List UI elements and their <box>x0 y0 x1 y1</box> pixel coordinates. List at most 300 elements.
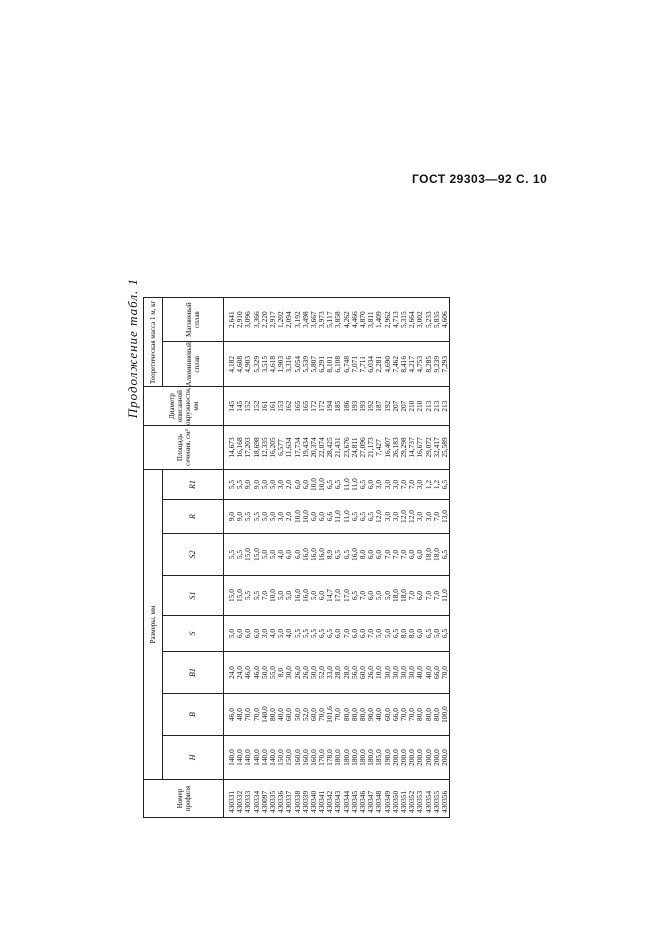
cell-b-6: 80,0 <box>267 708 277 721</box>
cell-area-14: 21,431 <box>333 437 343 458</box>
cell-profile-6: 430335 <box>267 790 277 813</box>
cell-r-26: 7,0 <box>431 511 441 522</box>
cell-diameter-2: 145 <box>235 400 245 412</box>
cell-s-23: 8,0 <box>407 628 417 639</box>
cell-r1-26: 1,2 <box>431 479 441 490</box>
cell-diameter-16: 193 <box>349 400 359 412</box>
cell-s1-4: 5,5 <box>251 590 261 601</box>
header-profile-number: Номер профиля <box>144 780 224 818</box>
cell-b-16: 80,0 <box>349 708 359 721</box>
cell-b1-14: 28,0 <box>333 666 343 679</box>
cell-b1-24: 40,0 <box>415 666 425 679</box>
cell-diameter-7: 153 <box>276 400 286 412</box>
cell-aluminium-20: 4,690 <box>382 355 392 373</box>
table-caption: Продолжение табл. 1 <box>125 278 140 419</box>
cell-s1-19: 5,0 <box>374 590 384 601</box>
cell-s2-5: 5,0 <box>259 549 269 560</box>
cell-b-5: 140,0 <box>259 706 269 723</box>
cell-b-24: 80,0 <box>415 708 425 721</box>
cell-r1-20: 3,0 <box>382 479 392 490</box>
cell-h-11: 160,0 <box>308 749 318 766</box>
cell-profile-20: 430349 <box>382 790 392 813</box>
cell-s-2: 6,0 <box>235 628 245 639</box>
cell-b1-8: 30,0 <box>284 666 294 679</box>
cell-area-20: 16,407 <box>382 437 392 458</box>
cell-profile-22: 430351 <box>398 790 408 813</box>
column-r <box>228 500 449 533</box>
cell-magnesium-24: 3,002 <box>415 311 425 328</box>
cell-r-9: 10,0 <box>292 510 302 523</box>
cell-diameter-27: 213 <box>439 400 449 412</box>
header-row-1 <box>144 298 163 818</box>
cell-r-23: 12,0 <box>407 510 417 523</box>
cell-area-21: 26,183 <box>390 437 400 458</box>
column-b <box>228 694 449 735</box>
cell-s1-18: 6,0 <box>366 590 376 601</box>
cell-profile-16: 430345 <box>349 790 359 813</box>
cell-profile-9: 430338 <box>292 790 302 813</box>
cell-r1-4: 9,0 <box>251 479 261 490</box>
cell-magnesium-17: 4,870 <box>358 311 367 328</box>
cell-b1-20: 30,0 <box>382 666 392 679</box>
column-magnesium <box>228 298 449 341</box>
cell-aluminium-16: 7,071 <box>349 355 359 373</box>
cell-aluminium-13: 8,101 <box>325 355 335 373</box>
cell-s-7: 5,0 <box>276 628 286 639</box>
header-b1: B1 <box>163 652 224 694</box>
cell-aluminium-4: 5,329 <box>251 355 261 373</box>
cell-b1-9: 26,0 <box>292 666 302 679</box>
cell-magnesium-5: 2,220 <box>259 311 269 328</box>
cell-h-12: 170,0 <box>317 749 327 766</box>
header-s1: S1 <box>163 576 224 616</box>
cell-aluminium-21: 7,462 <box>390 355 400 373</box>
cell-diameter-5: 161 <box>259 400 269 412</box>
cell-profile-13: 430342 <box>325 790 335 813</box>
column-diameter <box>228 387 449 425</box>
header-r1: R1 <box>163 470 224 500</box>
cell-magnesium-25: 5,233 <box>423 311 433 328</box>
cell-r-10: 10,0 <box>300 510 310 523</box>
cell-r-22: 12,0 <box>398 510 408 523</box>
cell-s2-10: 16,0 <box>300 548 310 561</box>
page-header: ГОСТ 29303—92 С. 10 <box>412 172 548 186</box>
column-s1 <box>228 576 449 615</box>
cell-r1-7: 3,0 <box>276 479 286 490</box>
cell-magnesium-15: 4,262 <box>341 311 351 328</box>
cell-s-11: 5,5 <box>308 628 318 639</box>
column-profile <box>228 780 449 817</box>
cell-aluminium-18: 6,034 <box>366 355 376 373</box>
cell-r-5: 5,0 <box>259 511 269 522</box>
cell-b1-17: 60,0 <box>358 666 367 679</box>
cell-s-1: 5,0 <box>227 628 236 639</box>
cell-magnesium-16: 4,466 <box>349 311 359 328</box>
cell-r-6: 5,0 <box>267 511 277 522</box>
cell-r-13: 6,6 <box>325 511 335 522</box>
cell-s2-2: 5,5 <box>235 549 245 560</box>
cell-h-17: 180,0 <box>358 749 367 766</box>
cell-b1-4: 46,0 <box>251 666 261 679</box>
cell-h-3: 140,0 <box>243 749 253 766</box>
cell-s2-26: 18,0 <box>431 548 441 561</box>
cell-s-19: 5,0 <box>374 628 384 639</box>
cell-s2-9: 6,0 <box>292 549 302 560</box>
cell-b1-2: 24,0 <box>235 666 245 679</box>
cell-diameter-6: 161 <box>267 400 277 412</box>
cell-s2-8: 6,0 <box>284 549 294 560</box>
cell-area-18: 21,173 <box>366 437 376 458</box>
header-diameter: Диаметр описанной окружности, мм <box>144 387 224 426</box>
cell-profile-14: 430343 <box>333 790 343 813</box>
cell-b-7: 40,0 <box>276 708 286 721</box>
cell-h-20: 190,0 <box>382 749 392 766</box>
column-s <box>228 616 449 651</box>
cell-aluminium-3: 4,903 <box>243 355 253 373</box>
cell-area-27: 25,589 <box>439 437 449 458</box>
cell-b-4: 70,0 <box>251 708 261 721</box>
cell-s-10: 5,5 <box>300 628 310 639</box>
cell-area-24: 16,677 <box>415 437 425 458</box>
cell-b-12: 70,0 <box>317 708 327 721</box>
cell-h-22: 200,0 <box>398 749 408 766</box>
cell-s-4: 6,0 <box>251 628 261 639</box>
cell-h-18: 180,0 <box>366 749 376 766</box>
cell-r-24: 3,0 <box>415 511 425 522</box>
cell-r1-2: 5,5 <box>235 479 245 490</box>
column-aluminium <box>228 342 449 386</box>
cell-r-17: 6,5 <box>358 511 367 522</box>
cell-s-3: 6,0 <box>243 628 253 639</box>
cell-s1-8: 5,0 <box>284 590 294 601</box>
cell-s1-20: 5,0 <box>382 590 392 601</box>
cell-r1-22: 7,0 <box>398 479 408 490</box>
cell-diameter-14: 185 <box>333 400 343 412</box>
cell-s-26: 5,0 <box>431 628 441 639</box>
cell-b-10: 52,0 <box>300 708 310 721</box>
cell-s-18: 7,0 <box>366 628 376 639</box>
cell-aluminium-10: 5,539 <box>300 355 310 373</box>
cell-s1-26: 7,0 <box>431 590 441 601</box>
cell-profile-8: 430337 <box>284 790 294 813</box>
cell-b1-5: 50,0 <box>259 666 269 679</box>
cell-area-17: 27,096 <box>358 437 367 458</box>
cell-aluminium-26: 9,239 <box>431 355 441 373</box>
cell-area-5: 12,335 <box>259 437 269 458</box>
cell-profile-4: 430334 <box>251 790 261 813</box>
cell-r1-10: 6,0 <box>300 479 310 490</box>
cell-r-2: 9,0 <box>235 511 245 522</box>
cell-magnesium-20: 2,962 <box>382 311 392 328</box>
cell-area-12: 22,074 <box>317 437 327 458</box>
cell-s2-23: 6,0 <box>407 549 417 560</box>
cell-r1-17: 6,5 <box>358 479 367 490</box>
cell-b1-27: 70,0 <box>439 666 449 679</box>
cell-area-19: 7,427 <box>374 439 384 456</box>
cell-h-27: 200,0 <box>439 749 449 766</box>
cell-magnesium-21: 4,713 <box>390 311 400 328</box>
cell-b1-16: 56,0 <box>349 666 359 679</box>
cell-b1-25: 40,0 <box>423 666 433 679</box>
cell-r-19: 12,0 <box>374 510 384 523</box>
cell-s1-10: 16,0 <box>300 589 310 602</box>
cell-area-1: 14,673 <box>227 437 236 458</box>
cell-diameter-21: 207 <box>390 400 400 412</box>
cell-aluminium-7: 1,903 <box>276 355 286 373</box>
cell-aluminium-5: 3,515 <box>259 355 269 373</box>
cell-s2-24: 6,0 <box>415 549 425 560</box>
cell-s2-17: 8,0 <box>358 549 367 560</box>
cell-r-7: 3,0 <box>276 511 286 522</box>
cell-profile-26: 430355 <box>431 790 441 813</box>
cell-h-26: 200,0 <box>431 749 441 766</box>
cell-s1-12: 6,0 <box>317 590 327 601</box>
cell-area-26: 32,417 <box>431 437 441 458</box>
cell-r1-8: 2,0 <box>284 479 294 490</box>
cell-b-15: 80,0 <box>341 708 351 721</box>
cell-s1-2: 15,0 <box>235 589 245 602</box>
cell-h-1: 140,0 <box>227 749 236 766</box>
cell-b1-22: 30,0 <box>398 666 408 679</box>
cell-area-11: 20,374 <box>308 437 318 458</box>
cell-profile-27: 430356 <box>439 790 449 813</box>
cell-aluminium-9: 5,054 <box>292 355 302 373</box>
cell-b-18: 90,0 <box>366 708 376 721</box>
cell-magnesium-18: 3,811 <box>366 311 376 328</box>
cell-b-26: 80,0 <box>431 708 441 721</box>
cell-s-13: 6,5 <box>325 628 335 639</box>
cell-diameter-15: 186 <box>341 400 351 412</box>
cell-s2-19: 6,0 <box>374 549 384 560</box>
cell-magnesium-1: 2,641 <box>227 311 236 328</box>
cell-r1-5: 5,0 <box>259 479 269 490</box>
cell-r1-24: 3,0 <box>415 479 425 490</box>
cell-s-24: 6,0 <box>415 628 425 639</box>
cell-b-23: 70,0 <box>407 708 417 721</box>
column-r1 <box>228 470 449 499</box>
cell-diameter-12: 172 <box>317 400 327 412</box>
cell-magnesium-13: 5,117 <box>325 311 335 328</box>
cell-area-7: 6,577 <box>276 439 286 456</box>
cell-s-25: 6,5 <box>423 628 433 639</box>
cell-diameter-1: 145 <box>227 400 236 412</box>
cell-magnesium-9: 3,192 <box>292 311 302 328</box>
cell-r-16: 6,5 <box>349 511 359 522</box>
cell-s2-14: 6,5 <box>333 549 343 560</box>
cell-diameter-17: 193 <box>358 400 367 412</box>
cell-area-15: 23,676 <box>341 437 351 458</box>
cell-r1-13: 6,5 <box>325 479 335 490</box>
cell-diameter-3: 152 <box>243 400 253 412</box>
cell-s2-22: 7,0 <box>398 549 408 560</box>
cell-b-21: 66,0 <box>390 708 400 721</box>
cell-aluminium-11: 5,807 <box>308 355 318 373</box>
cell-area-13: 28,425 <box>325 437 335 458</box>
cell-r-3: 5,5 <box>243 511 253 522</box>
cell-b1-6: 55,0 <box>267 666 277 679</box>
cell-aluminium-8: 3,316 <box>284 355 294 373</box>
cell-profile-10: 430339 <box>300 790 310 813</box>
cell-r-27: 13,0 <box>439 510 449 523</box>
cell-area-23: 14,737 <box>407 437 417 458</box>
cell-profile-17: 430346 <box>358 790 367 813</box>
cell-diameter-19: 187 <box>374 400 384 412</box>
cell-r1-12: 10,0 <box>317 478 327 491</box>
cell-r1-1: 5,5 <box>227 479 236 490</box>
cell-magnesium-12: 3,973 <box>317 311 327 328</box>
cell-aluminium-23: 4,217 <box>407 355 417 373</box>
cell-diameter-22: 207 <box>398 400 408 412</box>
cell-diameter-25: 213 <box>423 400 433 412</box>
cell-magnesium-10: 3,498 <box>300 311 310 328</box>
cell-s1-25: 7,0 <box>423 590 433 601</box>
cell-s1-24: 6,0 <box>415 590 425 601</box>
cell-b1-12: 52,0 <box>317 666 327 679</box>
header-h: H <box>163 736 224 780</box>
cell-area-3: 17,203 <box>243 437 253 458</box>
cell-b-3: 70,0 <box>243 708 253 721</box>
cell-diameter-23: 210 <box>407 400 417 412</box>
cell-b1-21: 30,0 <box>390 666 400 679</box>
cell-diameter-8: 162 <box>284 400 294 412</box>
cell-h-9: 160,0 <box>292 749 302 766</box>
cell-s2-7: 4,0 <box>276 549 286 560</box>
cell-r-8: 2,0 <box>284 511 294 522</box>
header-mass: Теоретическая масса 1 м, кг <box>144 298 163 387</box>
cell-profile-7: 430336 <box>276 790 286 813</box>
cell-magnesium-19: 1,409 <box>374 311 384 328</box>
cell-b1-10: 26,0 <box>300 666 310 679</box>
cell-h-15: 180,0 <box>341 749 351 766</box>
cell-magnesium-27: 4,606 <box>439 311 449 328</box>
cell-r-25: 3,0 <box>423 511 433 522</box>
cell-s-12: 6,5 <box>317 628 327 639</box>
cell-b-19: 40,0 <box>374 708 384 721</box>
cell-area-16: 24,811 <box>349 437 359 458</box>
cell-r1-19: 3,0 <box>374 479 384 490</box>
cell-b-20: 60,0 <box>382 708 392 721</box>
cell-profile-19: 430348 <box>374 790 384 813</box>
cell-aluminium-27: 7,293 <box>439 355 449 373</box>
cell-b1-13: 33,0 <box>325 666 335 679</box>
cell-b1-23: 30,0 <box>407 666 417 679</box>
cell-h-14: 180,0 <box>333 749 343 766</box>
cell-r-20: 3,0 <box>382 511 392 522</box>
cell-aluminium-1: 4,182 <box>227 355 236 373</box>
cell-h-7: 150,0 <box>276 749 286 766</box>
cell-s1-15: 17,0 <box>341 589 351 602</box>
cell-b-9: 50,0 <box>292 708 302 721</box>
cell-s2-1: 5,5 <box>227 549 236 560</box>
cell-area-10: 19,434 <box>300 437 310 458</box>
cell-s-20: 5,0 <box>382 628 392 639</box>
cell-b-1: 46,0 <box>227 708 236 721</box>
cell-s-5: 3,0 <box>259 628 269 639</box>
cell-r1-16: 11,0 <box>349 478 359 491</box>
cell-b1-15: 28,0 <box>341 666 351 679</box>
cell-magnesium-7: 1,202 <box>276 311 286 328</box>
cell-h-4: 140,0 <box>251 749 261 766</box>
cell-s-6: 4,0 <box>267 628 277 639</box>
cell-s2-12: 16,0 <box>317 548 327 561</box>
cell-area-4: 18,698 <box>251 437 261 458</box>
cell-r1-9: 6,0 <box>292 479 302 490</box>
header-area: Площадь сечения, см² <box>144 426 224 470</box>
cell-b-2: 48,0 <box>235 708 245 721</box>
cell-b1-26: 66,0 <box>431 666 441 679</box>
cell-h-19: 185,0 <box>374 749 384 766</box>
cell-area-6: 16,205 <box>267 437 277 458</box>
cell-s-8: 4,0 <box>284 628 294 639</box>
cell-diameter-24: 210 <box>415 400 425 412</box>
cell-b-22: 70,0 <box>398 708 408 721</box>
cell-r-1: 9,0 <box>227 511 236 522</box>
cell-profile-21: 430350 <box>390 790 400 813</box>
cell-b1-1: 24,0 <box>227 666 236 679</box>
cell-profile-24: 430353 <box>415 790 425 813</box>
cell-s1-7: 5,0 <box>276 590 286 601</box>
cell-b-25: 80,0 <box>423 708 433 721</box>
cell-diameter-13: 194 <box>325 400 335 412</box>
cell-s2-25: 18,0 <box>423 548 433 561</box>
cell-h-5: 140,0 <box>259 749 269 766</box>
cell-area-8: 11,634 <box>284 437 294 458</box>
cell-area-2: 16,168 <box>235 437 245 458</box>
cell-aluminium-12: 6,291 <box>317 355 327 373</box>
cell-h-16: 180,0 <box>349 749 359 766</box>
cell-b1-7: 8,0 <box>276 667 286 678</box>
cell-h-2: 140,0 <box>235 749 245 766</box>
cell-s-17: 6,0 <box>358 628 367 639</box>
cell-area-22: 29,298 <box>398 437 408 458</box>
cell-b1-18: 26,0 <box>366 666 376 679</box>
cell-magnesium-11: 3,667 <box>308 311 318 328</box>
cell-b1-11: 50,0 <box>308 666 318 679</box>
cell-r1-27: 6,5 <box>439 479 449 490</box>
cell-diameter-11: 172 <box>308 400 318 412</box>
cell-s2-6: 5,0 <box>267 549 277 560</box>
cell-magnesium-4: 3,366 <box>251 311 261 328</box>
cell-aluminium-14: 6,108 <box>333 355 343 373</box>
cell-s1-6: 10,0 <box>267 589 277 602</box>
cell-s2-3: 15,0 <box>243 548 253 561</box>
cell-aluminium-25: 8,285 <box>423 355 433 373</box>
cell-b-8: 60,0 <box>284 708 294 721</box>
cell-r-12: 6,0 <box>317 511 327 522</box>
column-h <box>228 736 449 779</box>
cell-b1-19: 10,0 <box>374 666 384 679</box>
cell-area-25: 29,072 <box>423 437 433 458</box>
header-aluminium: Алюминиевый сплав <box>163 342 224 387</box>
cell-h-10: 160,0 <box>300 749 310 766</box>
column-area <box>228 426 449 469</box>
header-r: R <box>163 500 224 534</box>
cell-s2-20: 7,0 <box>382 549 392 560</box>
cell-magnesium-6: 2,917 <box>267 311 277 328</box>
cell-s1-27: 11,0 <box>439 589 449 602</box>
cell-r1-14: 6,5 <box>333 479 343 490</box>
cell-profile-15: 430344 <box>341 790 351 813</box>
cell-r1-6: 5,0 <box>267 479 277 490</box>
cell-profile-2: 430332 <box>235 790 245 813</box>
cell-b-14: 70,0 <box>333 708 343 721</box>
cell-h-24: 200,0 <box>415 749 425 766</box>
cell-h-21: 200,0 <box>390 749 400 766</box>
cell-s1-13: 14,7 <box>325 589 335 602</box>
cell-s1-11: 5,0 <box>308 590 318 601</box>
cell-r-14: 11,0 <box>333 510 343 523</box>
cell-r-15: 11,0 <box>341 510 351 523</box>
